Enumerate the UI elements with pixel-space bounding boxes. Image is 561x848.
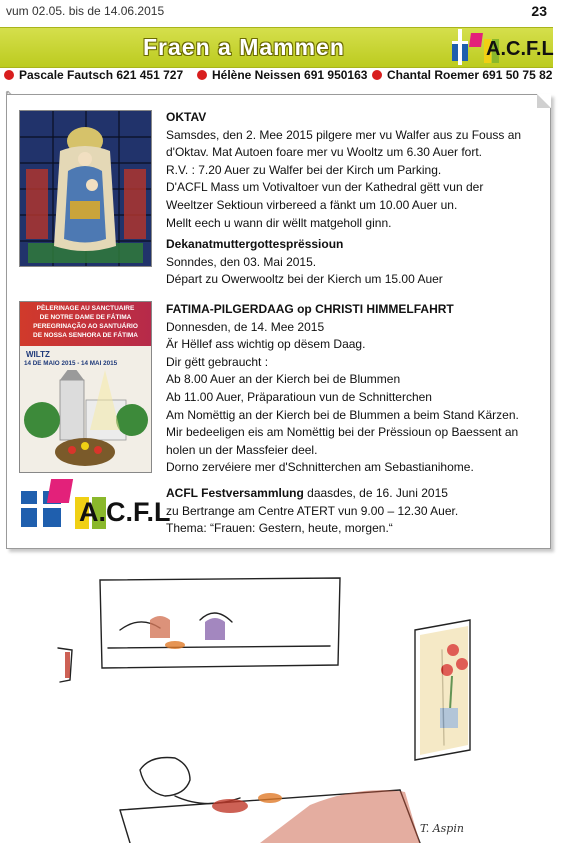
page-number: 23 [531, 3, 547, 19]
poster-line-1: PÈLERINAGE AU SANCTUAIRE [36, 305, 135, 312]
contact-item: Pascale Fautsch 621 451 727 [4, 68, 183, 82]
contact-item: Chantal Roemer 691 50 75 82 [372, 68, 552, 82]
date-range: vum 02.05. bis de 14.06.2015 [6, 4, 165, 18]
acfl-logo [452, 29, 552, 65]
text-line: Är Hëllef ass wichtig op dësem Daag. [166, 337, 366, 352]
poster-line-4: DE NOSSA SENHORA DE FÁTIMA [33, 332, 138, 339]
text-line: Thema: “Frauen: Gestern, heute, morgen.“ [166, 521, 393, 536]
dekanat-section [166, 236, 544, 289]
poster-line-2: DE NOTRE DAME DE FÁTIMA [39, 314, 132, 321]
phone-dot-icon [197, 70, 207, 80]
text-line: d'Oktav. Mat Autoen foare mer vu Wooltz um 6.30 Auer fort. [166, 145, 482, 160]
acfl-logo-large [19, 479, 171, 533]
section-heading: OKTAV [166, 110, 207, 124]
text-line: Donnesden, de 14. Mee 2015 [166, 319, 325, 334]
section-heading: Dekanatmuttergottesprëssioun [166, 237, 344, 251]
text-line: Am Nomëttig an der Kierch bei de Blummen a beim Stand Kärzen. [166, 407, 519, 422]
text-line: Dorno zervéiere mer d'Schnitterchen am Sebastianihome. [166, 460, 474, 475]
text-line: Mir bedeeligen eis am Nomëttig bei der Prëssioun op Baessent an [166, 425, 519, 440]
phone-dot-icon [4, 70, 14, 80]
stained-glass-image [19, 110, 152, 267]
phone-dot-icon [372, 70, 382, 80]
text-line: Samsdes, den 2. Mee 2015 pilgere mer vu Walfer aus zu Fouss an [166, 127, 522, 142]
logo-text: A.C.F.L [79, 497, 171, 527]
contact-bar [0, 68, 561, 84]
section-heading: FATIMA-PILGERDAAG op CHRISTI HIMMELFAHRT [166, 302, 454, 316]
text-line: R.V. : 7.20 Auer zu Walfer bei der Kirch um Parking. [166, 162, 442, 177]
cartoon-signature: T. Aspin [420, 822, 464, 835]
section-heading: ACFL Festversammlung [166, 486, 304, 500]
section-banner [0, 27, 553, 68]
poster-line-3: PEREGRINAÇÃO AO SANTUÁRIO [33, 323, 138, 330]
fatima-poster [19, 301, 152, 473]
page-fold-corner [537, 94, 551, 108]
text-line: holen un der Massfeier deel. [166, 442, 318, 457]
text-line: zu Bertrange am Centre ATERT vun 9.00 – 12.30 Auer. [166, 503, 459, 518]
contact-item: Hélène Neissen 691 950163 [197, 68, 367, 82]
text-line: Mellt eech u wann dir wëllt matgeholl ginn. [166, 215, 392, 230]
text-line: Dir gëtt gebraucht : [166, 354, 269, 369]
text-line: D'ACFL Mass um Votivaltoer vun der Kathedral gëtt vun der [166, 180, 484, 195]
fatima-section [166, 301, 544, 477]
poster-place: WILTZ [26, 350, 50, 359]
text-line: Sonndes, den 03. Mai 2015. [166, 254, 317, 269]
text-line: Ab 8.00 Auer an der Kierch bei de Blummen [166, 372, 401, 387]
logo-text: A.C.F.L [486, 38, 554, 60]
text-line: Weeltzer Sektioun virbereed a fänkt um 10.00 Auer un. [166, 197, 458, 212]
events-card [6, 94, 551, 549]
poster-dates: 14 DE MAIO 2015 - 14 MAI 2015 [24, 360, 118, 367]
banner-title: Fraen a Mammen [143, 34, 345, 60]
heading-date: daasdes, de 16. Juni 2015 [303, 486, 448, 500]
cartoon-illustration [0, 560, 561, 843]
text-line: Ab 11.00 Auer, Präparatioun vun de Schnitterchen [166, 389, 432, 404]
text-line: Départ zu Owerwooltz bei der Kierch um 15.00 Auer [166, 272, 443, 287]
oktav-section [166, 109, 544, 232]
festversammlung-section [166, 485, 544, 538]
